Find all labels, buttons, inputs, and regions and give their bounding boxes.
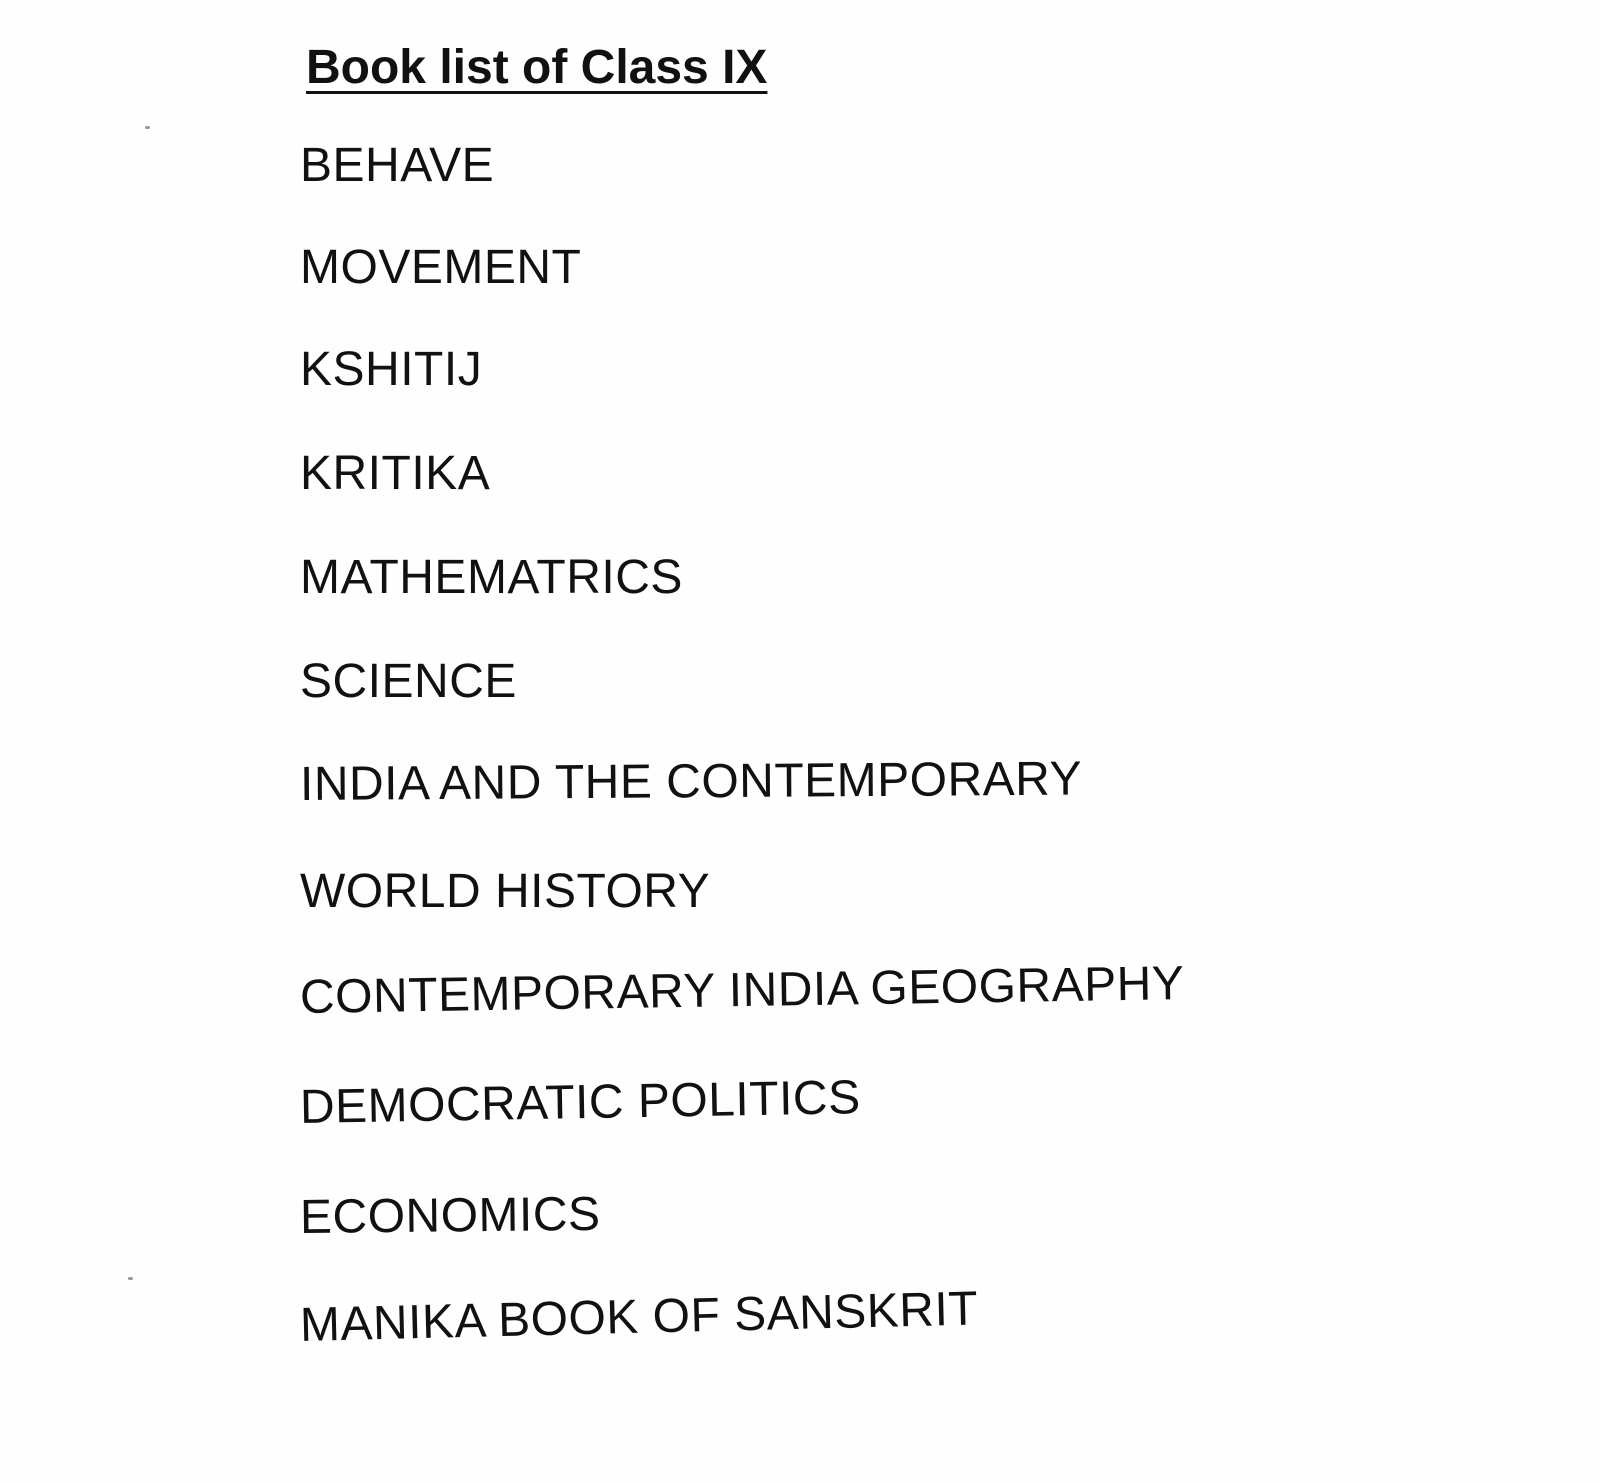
book-item: ECONOMICS	[299, 1187, 601, 1244]
book-item: MOVEMENT	[300, 241, 582, 294]
paper-speck	[145, 126, 150, 129]
book-item: KSHITIJ	[300, 343, 483, 396]
book-item: CONTEMPORARY INDIA GEOGRAPHY	[299, 957, 1185, 1024]
book-item: SCIENCE	[300, 655, 517, 708]
document-title: Book list of Class IX	[306, 41, 768, 94]
paper-speck	[128, 1277, 133, 1280]
book-item: WORLD HISTORY	[300, 865, 711, 918]
book-item: DEMOCRATIC POLITICS	[299, 1071, 862, 1134]
book-item: MATHEMATRICS	[300, 551, 683, 604]
book-item: MANIKA BOOK OF SANSKRIT	[299, 1282, 979, 1352]
book-item: KRITIKA	[300, 447, 491, 500]
book-item: BEHAVE	[300, 139, 495, 192]
book-item: INDIA AND THE CONTEMPORARY	[299, 752, 1083, 811]
